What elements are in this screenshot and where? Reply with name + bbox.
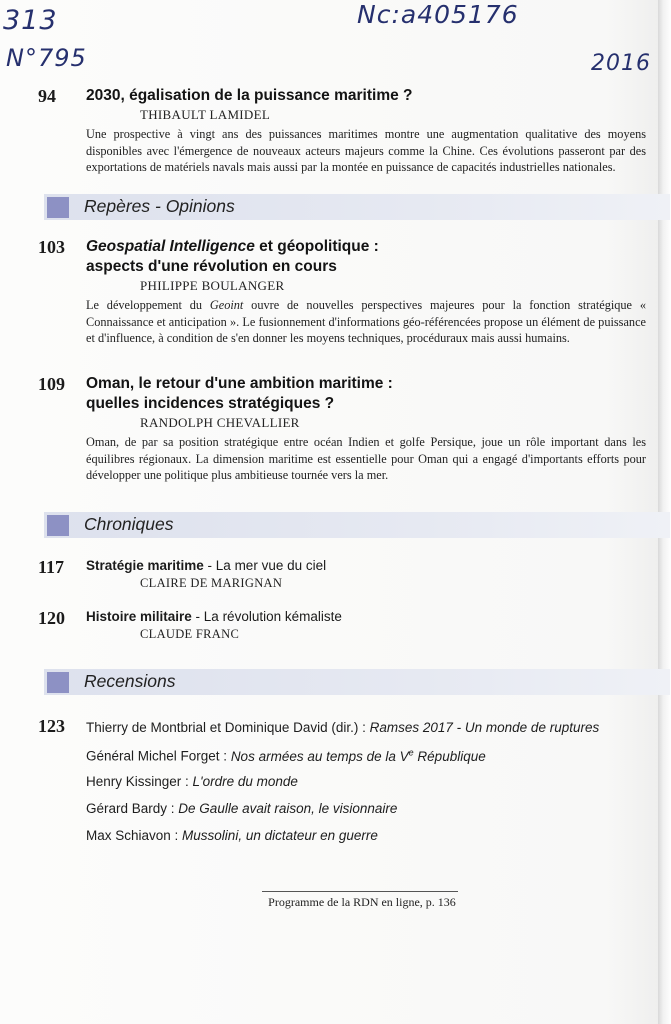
abstract-pre: Le développement du bbox=[86, 298, 210, 312]
section-header-recensions bbox=[44, 669, 670, 695]
chronique-entry bbox=[38, 608, 638, 643]
review-item bbox=[86, 828, 378, 843]
article-title-line2: quelles incidences stratégiques ? bbox=[86, 395, 335, 412]
review-item bbox=[86, 801, 397, 816]
handwritten-catalog-code: Nc:a405176 bbox=[357, 0, 519, 29]
review-author: Thierry de Montbrial et Dominique David (dir.) : bbox=[86, 720, 370, 735]
page-number: 117 bbox=[38, 557, 65, 577]
chronique-sep: - bbox=[191, 609, 204, 624]
chronique-line bbox=[86, 608, 638, 626]
article-title: Oman, le retour d'une ambition maritime : bbox=[86, 375, 393, 392]
review-title: De Gaulle avait raison, le visionnaire bbox=[178, 801, 398, 816]
section-marker-icon bbox=[47, 672, 69, 693]
footer-rule bbox=[262, 891, 458, 892]
review-author: Max Schiavon : bbox=[86, 828, 183, 843]
chronique-author: CLAUDE FRANC bbox=[140, 627, 240, 641]
article-title-italic: Geospatial Intelligence bbox=[86, 238, 255, 255]
article-author: RANDOLPH CHEVALLIER bbox=[140, 415, 300, 430]
review-title: L'ordre du monde bbox=[192, 774, 298, 789]
chronique-title: La mer vue du ciel bbox=[215, 558, 327, 573]
page-number: 103 bbox=[38, 237, 65, 257]
article-title bbox=[86, 237, 650, 257]
chronique-rubric: Histoire militaire bbox=[86, 609, 192, 624]
abstract-italic: Geoint bbox=[209, 298, 244, 312]
review-title: Ramses 2017 - Un monde de ruptures bbox=[369, 720, 600, 735]
handwritten-year: 2016 bbox=[591, 51, 651, 76]
section-label: Chroniques bbox=[84, 514, 174, 534]
handwritten-number: 313 bbox=[3, 5, 58, 36]
section-label: Repères - Opinions bbox=[84, 196, 235, 216]
article-entry bbox=[38, 86, 650, 176]
article-abstract bbox=[86, 297, 646, 347]
chronique-line bbox=[86, 557, 638, 575]
article-title-rest: et géopolitique : bbox=[254, 238, 379, 255]
section-label: Recensions bbox=[84, 671, 176, 691]
footer-note: Programme de la RDN en ligne, p. 136 bbox=[268, 895, 456, 909]
page-number: 109 bbox=[38, 374, 65, 394]
review-item bbox=[86, 747, 486, 764]
abstract-post: ouvre de nouvelles perspectives majeures pour la fonction stratégique « Connaissance et anticipation ». Le fusionnement d'informations géo-référencées propose un élément de puissance et d'influence, à condition de s'en donner les moyens techniques, procéduraux mais aussi humains. bbox=[86, 298, 646, 345]
page-number: 123 bbox=[38, 716, 65, 736]
section-header-chroniques bbox=[44, 512, 670, 538]
review-author: Général Michel Forget : bbox=[86, 748, 231, 764]
section-marker-icon bbox=[47, 197, 69, 218]
review-item bbox=[86, 720, 599, 735]
article-title: 2030, égalisation de la puissance maritime ? bbox=[86, 87, 413, 104]
review-title-end: République bbox=[413, 748, 486, 764]
article-abstract: Oman, de par sa position stratégique entre océan Indien et golfe Persique, joue un rôle important dans les équilibres régionaux. La dimension maritime est essentielle pour Oman qui a engagé d'importants efforts pour développer une politique plus ambitieuse tournée vers la mer. bbox=[86, 435, 646, 482]
page-number: 94 bbox=[38, 86, 56, 106]
page-number: 120 bbox=[38, 608, 65, 628]
review-title bbox=[231, 749, 486, 764]
section-marker-icon bbox=[47, 515, 69, 536]
article-abstract: Une prospective à vingt ans des puissances maritimes montre une augmentation qualitative des moyens disponibles avec l'émergence de nouveaux acteurs majeurs comme la Chine. Ces évolutions passeront par des exportations de matériels navals mais aussi par la montée en puissance de capacités industrielles nationales. bbox=[86, 127, 646, 174]
review-author: Gérard Bardy : bbox=[86, 801, 179, 816]
article-author: PHILIPPE BOULANGER bbox=[140, 278, 285, 293]
review-item bbox=[86, 774, 298, 789]
review-title-start: Nos armées au temps de la V bbox=[230, 748, 409, 764]
chronique-sep: - bbox=[203, 558, 216, 573]
chronique-author: CLAIRE DE MARIGNAN bbox=[140, 576, 283, 590]
chronique-rubric: Stratégie maritime bbox=[86, 558, 204, 573]
chronique-title: La révolution kémaliste bbox=[203, 609, 342, 624]
section-header-reperes bbox=[44, 194, 670, 220]
review-author: Henry Kissinger : bbox=[86, 774, 193, 789]
chronique-entry bbox=[38, 557, 638, 592]
article-entry bbox=[38, 374, 650, 484]
review-title: Mussolini, un dictateur en guerre bbox=[182, 828, 378, 843]
article-author: THIBAULT LAMIDEL bbox=[140, 107, 271, 122]
article-title-line2: aspects d'une révolution en cours bbox=[86, 258, 337, 275]
article-entry bbox=[38, 237, 650, 347]
review-title-sup: e bbox=[408, 747, 414, 757]
handwritten-issue-ref: N°795 bbox=[6, 44, 87, 72]
